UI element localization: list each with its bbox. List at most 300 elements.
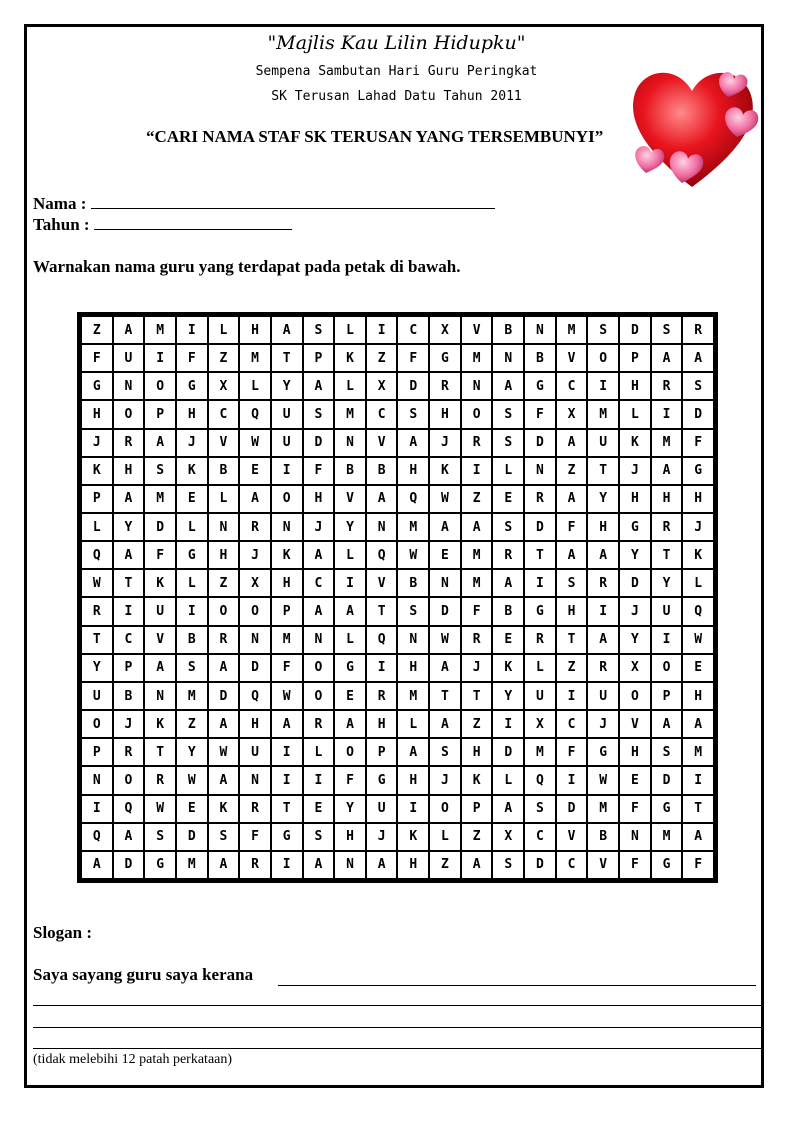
grid-cell[interactable]: E: [620, 767, 650, 793]
grid-cell[interactable]: A: [304, 598, 334, 624]
grid-cell[interactable]: G: [652, 852, 682, 878]
grid-cell[interactable]: P: [145, 401, 175, 427]
grid-cell[interactable]: A: [493, 373, 523, 399]
grid-cell[interactable]: N: [240, 767, 270, 793]
grid-cell[interactable]: N: [209, 514, 239, 540]
grid-cell[interactable]: L: [240, 373, 270, 399]
grid-cell[interactable]: X: [525, 711, 555, 737]
grid-cell[interactable]: N: [525, 458, 555, 484]
grid-cell[interactable]: S: [304, 401, 334, 427]
grid-cell[interactable]: R: [462, 627, 492, 653]
grid-cell[interactable]: Z: [430, 852, 460, 878]
grid-cell[interactable]: X: [620, 655, 650, 681]
grid-cell[interactable]: I: [683, 767, 713, 793]
grid-cell[interactable]: R: [240, 852, 270, 878]
grid-cell[interactable]: S: [493, 401, 523, 427]
grid-cell[interactable]: A: [588, 627, 618, 653]
grid-cell[interactable]: Q: [367, 542, 397, 568]
grid-cell[interactable]: A: [462, 852, 492, 878]
grid-cell[interactable]: R: [367, 683, 397, 709]
grid-cell[interactable]: B: [335, 458, 365, 484]
grid-cell[interactable]: S: [398, 598, 428, 624]
grid-cell[interactable]: J: [430, 767, 460, 793]
grid-cell[interactable]: R: [588, 655, 618, 681]
grid-cell[interactable]: T: [525, 542, 555, 568]
grid-cell[interactable]: F: [683, 852, 713, 878]
grid-cell[interactable]: N: [114, 373, 144, 399]
grid-cell[interactable]: L: [335, 317, 365, 343]
grid-cell[interactable]: I: [272, 739, 302, 765]
grid-cell[interactable]: N: [493, 345, 523, 371]
grid-cell[interactable]: J: [367, 824, 397, 850]
grid-cell[interactable]: F: [683, 430, 713, 456]
grid-cell[interactable]: A: [82, 852, 112, 878]
grid-cell[interactable]: C: [367, 401, 397, 427]
grid-cell[interactable]: L: [209, 486, 239, 512]
grid-cell[interactable]: L: [335, 542, 365, 568]
grid-cell[interactable]: W: [398, 542, 428, 568]
grid-cell[interactable]: M: [557, 317, 587, 343]
grid-cell[interactable]: H: [335, 824, 365, 850]
grid-cell[interactable]: F: [240, 824, 270, 850]
grid-cell[interactable]: M: [588, 401, 618, 427]
grid-cell[interactable]: S: [493, 514, 523, 540]
grid-cell[interactable]: T: [557, 627, 587, 653]
grid-cell[interactable]: J: [114, 711, 144, 737]
grid-cell[interactable]: W: [683, 627, 713, 653]
grid-cell[interactable]: R: [525, 627, 555, 653]
grid-cell[interactable]: H: [683, 683, 713, 709]
grid-cell[interactable]: A: [114, 824, 144, 850]
grid-cell[interactable]: U: [145, 598, 175, 624]
grid-cell[interactable]: Y: [114, 514, 144, 540]
grid-cell[interactable]: H: [398, 458, 428, 484]
grid-cell[interactable]: W: [145, 796, 175, 822]
grid-cell[interactable]: X: [209, 373, 239, 399]
grid-cell[interactable]: G: [145, 852, 175, 878]
grid-cell[interactable]: O: [209, 598, 239, 624]
grid-cell[interactable]: F: [335, 767, 365, 793]
grid-cell[interactable]: Z: [462, 824, 492, 850]
grid-cell[interactable]: S: [145, 824, 175, 850]
grid-cell[interactable]: I: [525, 570, 555, 596]
grid-cell[interactable]: A: [240, 486, 270, 512]
grid-cell[interactable]: R: [82, 598, 112, 624]
grid-cell[interactable]: I: [335, 570, 365, 596]
grid-cell[interactable]: T: [82, 627, 112, 653]
grid-cell[interactable]: H: [620, 486, 650, 512]
grid-cell[interactable]: U: [652, 598, 682, 624]
grid-cell[interactable]: P: [82, 739, 112, 765]
grid-cell[interactable]: R: [145, 767, 175, 793]
grid-cell[interactable]: R: [588, 570, 618, 596]
grid-cell[interactable]: S: [304, 824, 334, 850]
grid-cell[interactable]: A: [209, 767, 239, 793]
grid-cell[interactable]: A: [209, 655, 239, 681]
grid-cell[interactable]: V: [335, 486, 365, 512]
grid-cell[interactable]: R: [304, 711, 334, 737]
grid-cell[interactable]: A: [367, 486, 397, 512]
grid-cell[interactable]: L: [209, 317, 239, 343]
grid-cell[interactable]: Q: [367, 627, 397, 653]
grid-cell[interactable]: I: [652, 401, 682, 427]
grid-cell[interactable]: A: [114, 542, 144, 568]
grid-cell[interactable]: T: [462, 683, 492, 709]
grid-cell[interactable]: M: [145, 317, 175, 343]
grid-cell[interactable]: E: [683, 655, 713, 681]
grid-cell[interactable]: S: [304, 317, 334, 343]
grid-cell[interactable]: K: [430, 458, 460, 484]
grid-cell[interactable]: N: [620, 824, 650, 850]
grid-cell[interactable]: R: [430, 373, 460, 399]
grid-cell[interactable]: H: [557, 598, 587, 624]
grid-cell[interactable]: X: [367, 373, 397, 399]
grid-cell[interactable]: S: [525, 796, 555, 822]
grid-cell[interactable]: A: [683, 711, 713, 737]
grid-cell[interactable]: D: [620, 317, 650, 343]
grid-cell[interactable]: O: [430, 796, 460, 822]
grid-cell[interactable]: I: [82, 796, 112, 822]
grid-cell[interactable]: F: [557, 514, 587, 540]
grid-cell[interactable]: S: [588, 317, 618, 343]
grid-cell[interactable]: C: [114, 627, 144, 653]
grid-cell[interactable]: P: [462, 796, 492, 822]
grid-cell[interactable]: N: [430, 570, 460, 596]
grid-cell[interactable]: K: [209, 796, 239, 822]
grid-cell[interactable]: N: [335, 852, 365, 878]
grid-cell[interactable]: A: [588, 542, 618, 568]
grid-cell[interactable]: K: [462, 767, 492, 793]
grid-cell[interactable]: A: [557, 542, 587, 568]
grid-cell[interactable]: O: [304, 655, 334, 681]
grid-cell[interactable]: F: [620, 796, 650, 822]
grid-cell[interactable]: S: [145, 458, 175, 484]
grid-cell[interactable]: Y: [652, 570, 682, 596]
grid-cell[interactable]: H: [398, 852, 428, 878]
grid-cell[interactable]: E: [493, 486, 523, 512]
grid-cell[interactable]: N: [304, 627, 334, 653]
grid-cell[interactable]: J: [683, 514, 713, 540]
grid-cell[interactable]: A: [209, 852, 239, 878]
grid-cell[interactable]: S: [652, 739, 682, 765]
grid-cell[interactable]: M: [335, 401, 365, 427]
grid-cell[interactable]: I: [304, 767, 334, 793]
grid-cell[interactable]: S: [177, 655, 207, 681]
grid-cell[interactable]: O: [272, 486, 302, 512]
slogan-answer-line-1[interactable]: [278, 985, 756, 986]
grid-cell[interactable]: W: [240, 430, 270, 456]
grid-cell[interactable]: W: [272, 683, 302, 709]
grid-cell[interactable]: L: [304, 739, 334, 765]
grid-cell[interactable]: O: [114, 767, 144, 793]
grid-cell[interactable]: R: [652, 514, 682, 540]
grid-cell[interactable]: Z: [209, 345, 239, 371]
grid-cell[interactable]: J: [588, 711, 618, 737]
grid-cell[interactable]: M: [240, 345, 270, 371]
grid-cell[interactable]: G: [683, 458, 713, 484]
grid-cell[interactable]: C: [557, 852, 587, 878]
grid-cell[interactable]: W: [177, 767, 207, 793]
grid-cell[interactable]: X: [430, 317, 460, 343]
grid-cell[interactable]: V: [145, 627, 175, 653]
grid-cell[interactable]: L: [398, 711, 428, 737]
grid-cell[interactable]: A: [652, 711, 682, 737]
grid-cell[interactable]: A: [398, 430, 428, 456]
grid-cell[interactable]: K: [82, 458, 112, 484]
grid-cell[interactable]: K: [177, 458, 207, 484]
grid-cell[interactable]: F: [557, 739, 587, 765]
grid-cell[interactable]: Q: [240, 401, 270, 427]
grid-cell[interactable]: T: [683, 796, 713, 822]
grid-cell[interactable]: A: [557, 486, 587, 512]
grid-cell[interactable]: M: [525, 739, 555, 765]
grid-cell[interactable]: E: [177, 796, 207, 822]
grid-cell[interactable]: X: [557, 401, 587, 427]
grid-cell[interactable]: C: [209, 401, 239, 427]
grid-cell[interactable]: O: [335, 739, 365, 765]
grid-cell[interactable]: S: [398, 401, 428, 427]
grid-cell[interactable]: O: [114, 401, 144, 427]
grid-cell[interactable]: E: [335, 683, 365, 709]
grid-cell[interactable]: T: [430, 683, 460, 709]
grid-cell[interactable]: M: [398, 683, 428, 709]
grid-cell[interactable]: L: [493, 767, 523, 793]
grid-cell[interactable]: O: [588, 345, 618, 371]
grid-cell[interactable]: S: [209, 824, 239, 850]
grid-cell[interactable]: P: [114, 655, 144, 681]
grid-cell[interactable]: A: [652, 458, 682, 484]
grid-cell[interactable]: D: [304, 430, 334, 456]
grid-cell[interactable]: Z: [82, 317, 112, 343]
grid-cell[interactable]: Y: [335, 514, 365, 540]
grid-cell[interactable]: A: [430, 514, 460, 540]
grid-cell[interactable]: O: [652, 655, 682, 681]
grid-cell[interactable]: M: [683, 739, 713, 765]
grid-cell[interactable]: Q: [398, 486, 428, 512]
grid-cell[interactable]: D: [493, 739, 523, 765]
grid-cell[interactable]: D: [240, 655, 270, 681]
grid-cell[interactable]: U: [525, 683, 555, 709]
grid-cell[interactable]: I: [272, 767, 302, 793]
grid-cell[interactable]: A: [145, 430, 175, 456]
grid-cell[interactable]: M: [588, 796, 618, 822]
grid-cell[interactable]: H: [398, 767, 428, 793]
grid-cell[interactable]: A: [493, 570, 523, 596]
grid-cell[interactable]: I: [145, 345, 175, 371]
grid-cell[interactable]: V: [557, 345, 587, 371]
grid-cell[interactable]: M: [177, 683, 207, 709]
grid-cell[interactable]: N: [367, 514, 397, 540]
grid-cell[interactable]: E: [493, 627, 523, 653]
grid-cell[interactable]: D: [398, 373, 428, 399]
grid-cell[interactable]: A: [209, 711, 239, 737]
grid-cell[interactable]: I: [114, 598, 144, 624]
grid-cell[interactable]: T: [588, 458, 618, 484]
grid-cell[interactable]: U: [588, 430, 618, 456]
grid-cell[interactable]: S: [652, 317, 682, 343]
grid-cell[interactable]: K: [683, 542, 713, 568]
grid-cell[interactable]: Q: [683, 598, 713, 624]
grid-cell[interactable]: Y: [588, 486, 618, 512]
grid-cell[interactable]: L: [620, 401, 650, 427]
grid-cell[interactable]: G: [525, 598, 555, 624]
grid-cell[interactable]: U: [272, 401, 302, 427]
grid-cell[interactable]: P: [652, 683, 682, 709]
grid-cell[interactable]: W: [82, 570, 112, 596]
grid-cell[interactable]: R: [525, 486, 555, 512]
grid-cell[interactable]: B: [209, 458, 239, 484]
grid-cell[interactable]: M: [462, 570, 492, 596]
grid-cell[interactable]: G: [335, 655, 365, 681]
grid-cell[interactable]: F: [82, 345, 112, 371]
grid-cell[interactable]: Q: [82, 824, 112, 850]
grid-cell[interactable]: R: [493, 542, 523, 568]
grid-cell[interactable]: A: [114, 317, 144, 343]
grid-cell[interactable]: H: [240, 711, 270, 737]
grid-cell[interactable]: I: [272, 852, 302, 878]
grid-cell[interactable]: Z: [209, 570, 239, 596]
grid-cell[interactable]: Z: [462, 486, 492, 512]
grid-cell[interactable]: F: [620, 852, 650, 878]
grid-cell[interactable]: Z: [367, 345, 397, 371]
grid-cell[interactable]: L: [177, 514, 207, 540]
grid-cell[interactable]: G: [525, 373, 555, 399]
grid-cell[interactable]: B: [367, 458, 397, 484]
year-input-line[interactable]: [94, 215, 292, 230]
grid-cell[interactable]: D: [525, 514, 555, 540]
grid-cell[interactable]: X: [493, 824, 523, 850]
grid-cell[interactable]: I: [177, 317, 207, 343]
grid-cell[interactable]: O: [240, 598, 270, 624]
grid-cell[interactable]: K: [398, 824, 428, 850]
grid-cell[interactable]: Y: [82, 655, 112, 681]
grid-cell[interactable]: Y: [335, 796, 365, 822]
grid-cell[interactable]: A: [304, 373, 334, 399]
grid-cell[interactable]: C: [557, 711, 587, 737]
grid-cell[interactable]: J: [620, 458, 650, 484]
grid-cell[interactable]: D: [209, 683, 239, 709]
grid-cell[interactable]: G: [652, 796, 682, 822]
grid-cell[interactable]: A: [335, 598, 365, 624]
grid-cell[interactable]: H: [462, 739, 492, 765]
grid-cell[interactable]: B: [177, 627, 207, 653]
grid-cell[interactable]: G: [430, 345, 460, 371]
grid-cell[interactable]: G: [367, 767, 397, 793]
grid-cell[interactable]: A: [145, 655, 175, 681]
grid-cell[interactable]: J: [304, 514, 334, 540]
grid-cell[interactable]: M: [462, 542, 492, 568]
grid-cell[interactable]: H: [588, 514, 618, 540]
grid-cell[interactable]: I: [272, 458, 302, 484]
grid-cell[interactable]: F: [462, 598, 492, 624]
grid-cell[interactable]: I: [557, 683, 587, 709]
grid-cell[interactable]: U: [114, 345, 144, 371]
grid-cell[interactable]: N: [240, 627, 270, 653]
grid-cell[interactable]: F: [304, 458, 334, 484]
grid-cell[interactable]: L: [335, 373, 365, 399]
grid-cell[interactable]: T: [145, 739, 175, 765]
grid-cell[interactable]: H: [430, 401, 460, 427]
grid-cell[interactable]: Z: [557, 655, 587, 681]
grid-cell[interactable]: L: [335, 627, 365, 653]
name-input-line[interactable]: [91, 194, 495, 209]
grid-cell[interactable]: M: [272, 627, 302, 653]
grid-cell[interactable]: M: [462, 345, 492, 371]
grid-cell[interactable]: D: [652, 767, 682, 793]
grid-cell[interactable]: A: [335, 711, 365, 737]
grid-cell[interactable]: R: [114, 739, 144, 765]
grid-cell[interactable]: D: [430, 598, 460, 624]
grid-cell[interactable]: V: [588, 852, 618, 878]
grid-cell[interactable]: U: [588, 683, 618, 709]
grid-cell[interactable]: H: [177, 401, 207, 427]
grid-cell[interactable]: Q: [114, 796, 144, 822]
grid-cell[interactable]: Y: [272, 373, 302, 399]
grid-cell[interactable]: F: [525, 401, 555, 427]
grid-cell[interactable]: H: [652, 486, 682, 512]
grid-cell[interactable]: B: [493, 317, 523, 343]
slogan-answer-line-3[interactable]: [33, 1027, 761, 1028]
grid-cell[interactable]: R: [683, 317, 713, 343]
grid-cell[interactable]: Q: [525, 767, 555, 793]
grid-cell[interactable]: L: [177, 570, 207, 596]
grid-cell[interactable]: I: [652, 627, 682, 653]
grid-cell[interactable]: U: [367, 796, 397, 822]
grid-cell[interactable]: E: [177, 486, 207, 512]
grid-cell[interactable]: T: [652, 542, 682, 568]
grid-cell[interactable]: H: [114, 458, 144, 484]
grid-cell[interactable]: W: [430, 627, 460, 653]
grid-cell[interactable]: S: [557, 570, 587, 596]
grid-cell[interactable]: D: [177, 824, 207, 850]
grid-cell[interactable]: Y: [620, 627, 650, 653]
grid-cell[interactable]: E: [240, 458, 270, 484]
grid-cell[interactable]: A: [557, 430, 587, 456]
grid-cell[interactable]: P: [367, 739, 397, 765]
grid-cell[interactable]: F: [177, 345, 207, 371]
grid-cell[interactable]: B: [398, 570, 428, 596]
grid-cell[interactable]: T: [272, 345, 302, 371]
grid-cell[interactable]: I: [462, 458, 492, 484]
grid-cell[interactable]: M: [177, 852, 207, 878]
grid-cell[interactable]: K: [620, 430, 650, 456]
grid-cell[interactable]: G: [588, 739, 618, 765]
grid-cell[interactable]: C: [557, 373, 587, 399]
grid-cell[interactable]: M: [398, 514, 428, 540]
grid-cell[interactable]: A: [493, 796, 523, 822]
grid-cell[interactable]: D: [145, 514, 175, 540]
grid-cell[interactable]: B: [588, 824, 618, 850]
grid-cell[interactable]: W: [209, 739, 239, 765]
grid-cell[interactable]: L: [430, 824, 460, 850]
slogan-answer-line-4[interactable]: [33, 1048, 761, 1049]
grid-cell[interactable]: C: [398, 317, 428, 343]
grid-cell[interactable]: V: [367, 430, 397, 456]
grid-cell[interactable]: A: [683, 824, 713, 850]
grid-cell[interactable]: Q: [240, 683, 270, 709]
grid-cell[interactable]: E: [304, 796, 334, 822]
grid-cell[interactable]: B: [493, 598, 523, 624]
grid-cell[interactable]: B: [525, 345, 555, 371]
grid-cell[interactable]: R: [652, 373, 682, 399]
grid-cell[interactable]: V: [462, 317, 492, 343]
grid-cell[interactable]: D: [114, 852, 144, 878]
grid-cell[interactable]: H: [304, 486, 334, 512]
grid-cell[interactable]: U: [240, 739, 270, 765]
grid-cell[interactable]: T: [272, 796, 302, 822]
grid-cell[interactable]: H: [209, 542, 239, 568]
grid-cell[interactable]: H: [398, 655, 428, 681]
